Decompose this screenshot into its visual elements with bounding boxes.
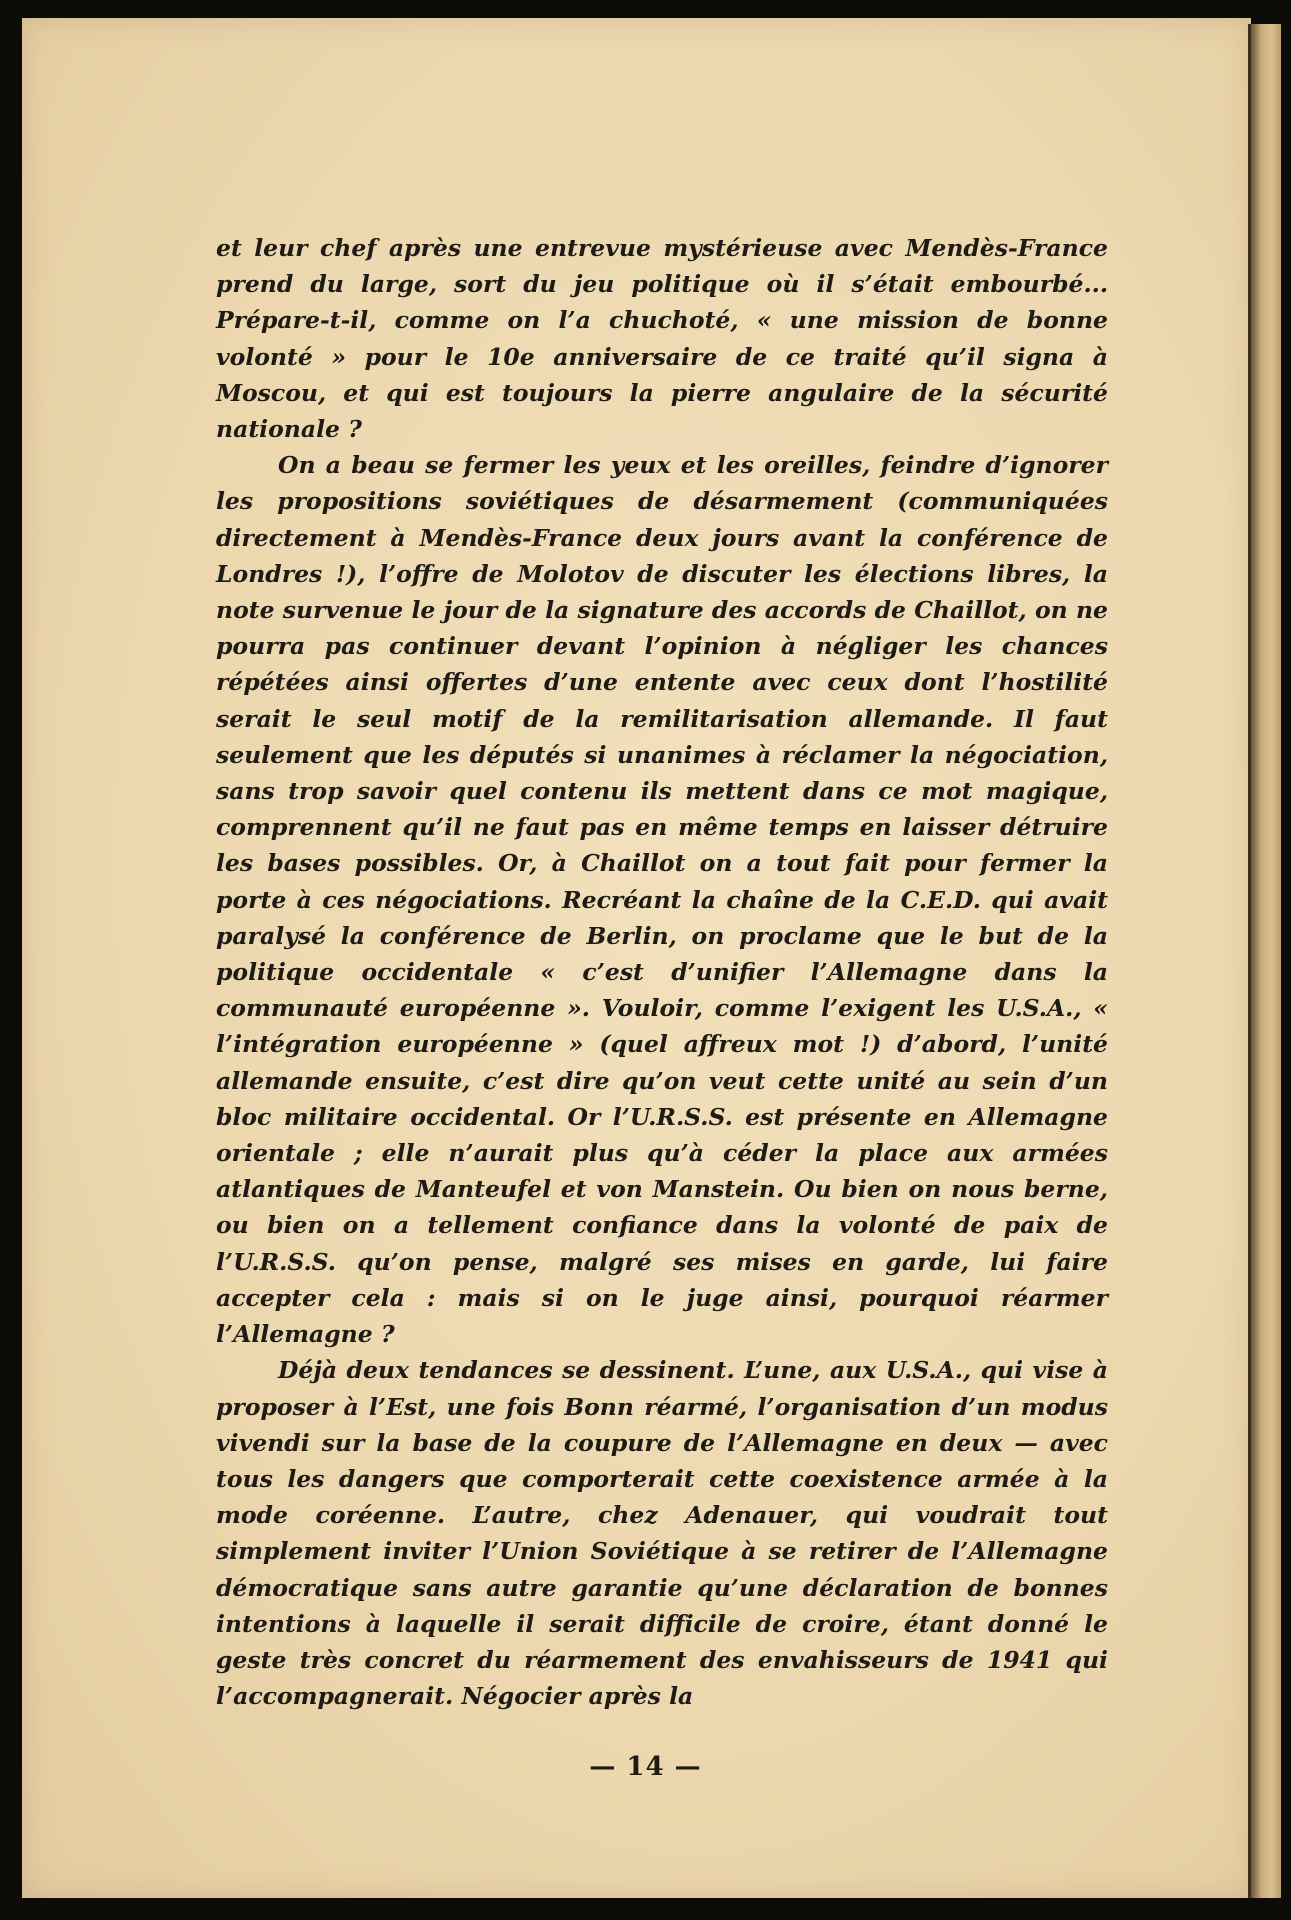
paragraph-2: On a beau se fermer les yeux et les oreilles, feindre d’ignorer les propositions soviétiques de désarmement (communiquées directement à Mendès-France deux jours avant la conférence de Londres !), l’offre de Molotov de discuter les élections libres, la note survenue le jour de la signature des accords de Chaillot, on ne pourra pas continuer devant l’opinion à négliger les chances répétées ainsi offertes d’une entente avec ceux dont l’hostilité serait le seul motif de la remilitarisation allemande. Il faut seulement que les députés si unanimes à réclamer la négociation, sans trop savoir quel contenu ils mettent dans ce mot magique, comprennent qu’il ne faut pas en même temps en laisser détruire les bases possibles. Or, à Chaillot on a tout fait pour fermer la porte à ces négociations. Recréant la chaîne de la C.E.D. qui avait paralysé la conférence de Berlin, on proclame que le but de la politique occidentale « c’est d’unifier l’Allemagne dans la communauté européenne ». Vouloir, comme l’exigent les U.S.A., « l’intégration européenne » (quel affreux mot !) d’abord, l’unité allemande ensuite, c’est dire qu’on veut cette unité au sein d’un bloc militaire occidental. Or l’U.R.S.S. est présente en Allemagne orientale ; elle n’aurait plus qu’à céder la place aux armées atlantiques de Manteufel et von Manstein. Ou bien on nous berne, ou bien on a tellement confiance dans la volonté de paix de l’U.R.S.S. qu’on pense, malgré ses mises en garde, lui faire accepter cela : mais si on le juge ainsi, pourquoi réarmer l’Allemagne ? [216,451,1108,1349]
paragraph-1: et leur chef après une entrevue mystérieuse avec Mendès-France prend du large, sort du jeu politique où il s’était embourbé... Prépare-t-il, comme on l’a chuchoté, « une mission de bonne volonté » pour le 10e anniversaire de ce traité qu’il signa à Moscou, et qui est toujours la pierre angulaire de la sécurité nationale ? [216,234,1108,444]
page-number: — 14 — [589,1752,702,1782]
paragraph-3: Déjà deux tendances se dessinent. L’une, aux U.S.A., qui vise à proposer à l’Est, une fois Bonn réarmé, l’organisation d’un modus vivendi sur la base de la coupure de l’Allemagne en deux — avec tous les dangers que comporterait cette coexistence armée à la mode coréenne. L’autre, chez Adenauer, qui voudrait tout simplement inviter l’Union Soviétique à se retirer de l’Allemagne démocratique sans autre garantie qu’une déclaration de bonnes intentions à laquelle il serait difficile de croire, étant donné le geste très concret du réarmement des envahisseurs de 1941 qui l’accompagnerait. Négocier après la [216,1356,1108,1711]
body-text [216,230,1108,1714]
next-page-edge [1251,24,1281,1898]
